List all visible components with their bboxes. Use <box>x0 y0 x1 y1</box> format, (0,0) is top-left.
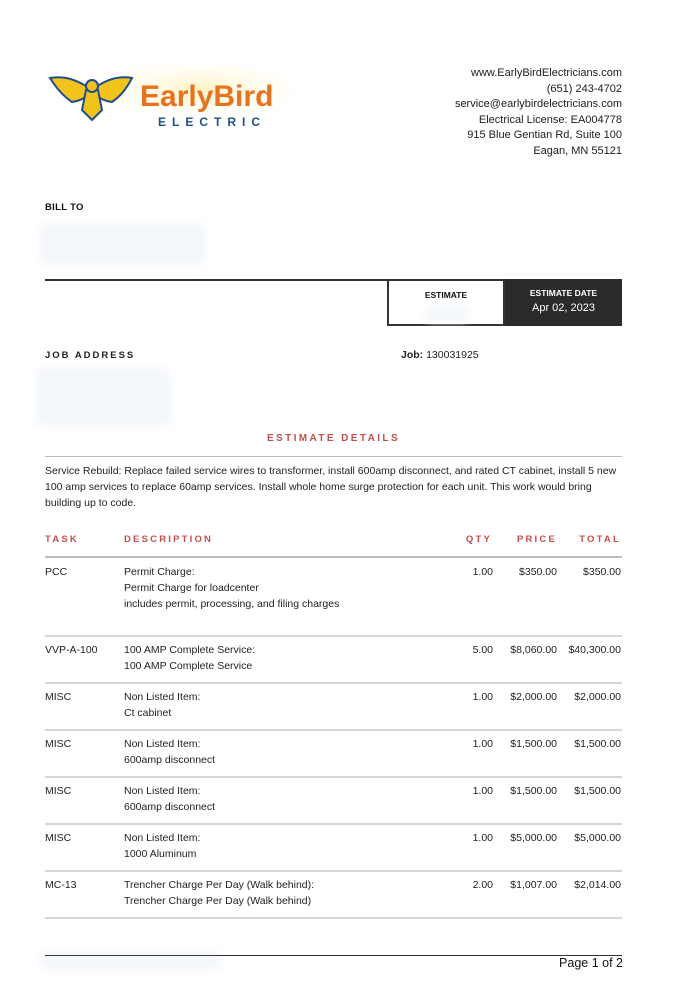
row-divider <box>45 635 622 637</box>
row-description <box>124 830 444 862</box>
row-description-line: 100 AMP Complete Service <box>124 660 253 672</box>
row-total: $40,300.00 <box>568 644 621 656</box>
row-qty: 1.00 <box>472 566 493 578</box>
row-price: $1,500.00 <box>510 738 557 750</box>
row-qty: 1.00 <box>472 785 493 797</box>
row-description <box>124 736 444 768</box>
company-email[interactable]: service@earlybirdelectricians.com <box>454 98 622 111</box>
row-divider <box>45 823 622 825</box>
row-price: $2,000.00 <box>510 691 557 703</box>
row-price: $1,007.00 <box>510 879 557 891</box>
row-qty: 2.00 <box>472 879 493 891</box>
company-license: Electrical License: EA004778 <box>478 113 622 126</box>
column-header-total: TOTAL <box>579 534 621 545</box>
company-address-line2: Eagan, MN 55121 <box>533 144 622 157</box>
estimate-number-redacted <box>425 306 469 322</box>
row-description-line: Ct cabinet <box>124 707 172 719</box>
row-qty: 1.00 <box>472 738 493 750</box>
estimate-date-box <box>505 279 622 326</box>
row-total: $2,000.00 <box>574 691 621 703</box>
row-description-line: 100 AMP Complete Service: <box>124 644 256 656</box>
bill-to-redacted <box>40 224 205 264</box>
estimate-details-title: ESTIMATE DETAILS <box>266 433 401 444</box>
row-price: $5,000.00 <box>510 832 557 844</box>
table-row <box>45 877 622 917</box>
row-task: MISC <box>45 785 72 797</box>
company-info <box>455 66 622 160</box>
estimate-summary: Service Rebuild: Replace failed service wires to transformer, install 600amp disconnect, and rated CT cabinet, install 5 new 100 amp services to replace 60amp services. Install whole home surge protection for each unit. This work would bring building up to code. <box>45 465 617 509</box>
estimate-box <box>387 279 505 326</box>
row-description-line: 1000 Aluminum <box>124 848 197 860</box>
job-label: Job: <box>401 349 424 361</box>
footer-divider <box>45 955 622 956</box>
row-description-line: Non Listed Item: <box>124 691 201 703</box>
row-price: $8,060.00 <box>510 644 557 656</box>
row-description <box>124 689 444 721</box>
row-divider <box>45 729 622 731</box>
estimate-date-value: Apr 02, 2023 <box>532 302 595 314</box>
row-task: MISC <box>45 738 72 750</box>
table-row <box>45 564 622 624</box>
row-description-line: Trencher Charge Per Day (Walk behind): <box>124 879 315 891</box>
row-description-line: Non Listed Item: <box>124 785 201 797</box>
row-task: VVP-A-100 <box>45 644 98 656</box>
table-row <box>45 830 622 870</box>
table-row <box>45 689 622 729</box>
job-number-value: 130031925 <box>426 349 479 361</box>
column-header-description: DESCRIPTION <box>124 534 214 545</box>
row-qty: 5.00 <box>472 644 493 656</box>
row-total: $2,014.00 <box>574 879 621 891</box>
row-total: $1,500.00 <box>574 738 621 750</box>
row-description-line: Non Listed Item: <box>124 832 201 844</box>
row-description <box>124 642 444 674</box>
row-divider <box>45 917 622 919</box>
table-row <box>45 783 622 823</box>
row-total: $350.00 <box>583 566 621 578</box>
row-description-line: Non Listed Item: <box>124 738 201 750</box>
row-qty: 1.00 <box>472 832 493 844</box>
page-number: Page 1 of 2 <box>559 956 623 970</box>
row-task: MISC <box>45 691 72 703</box>
company-logo <box>48 60 293 132</box>
row-task: PCC <box>45 566 68 578</box>
row-description-line: 600amp disconnect <box>124 801 216 813</box>
row-task: MISC <box>45 832 72 844</box>
job-number <box>401 349 479 361</box>
column-header-task: TASK <box>45 534 79 545</box>
row-divider <box>45 682 622 684</box>
row-description-line: 600amp disconnect <box>124 754 216 766</box>
row-price: $350.00 <box>519 566 557 578</box>
estimate-date-label: ESTIMATE DATE <box>529 288 598 298</box>
company-phone[interactable]: (651) 243-4702 <box>546 82 622 95</box>
row-description-line: Permit Charge for loadcenter <box>124 582 259 594</box>
row-description-line: includes permit, processing, and filing charges <box>124 598 340 610</box>
row-description-line: Trencher Charge Per Day (Walk behind) <box>124 895 312 907</box>
table-row <box>45 642 622 682</box>
row-description <box>124 783 444 815</box>
row-total: $1,500.00 <box>574 785 621 797</box>
job-address-redacted <box>36 368 171 426</box>
row-description <box>124 564 444 612</box>
row-description <box>124 877 444 909</box>
row-divider <box>45 870 622 872</box>
company-website[interactable]: www.EarlyBirdElectricians.com <box>471 67 622 79</box>
table-header-divider <box>45 556 622 558</box>
row-total: $5,000.00 <box>574 832 621 844</box>
row-qty: 1.00 <box>472 691 493 703</box>
bill-to-label: BILL TO <box>45 202 84 213</box>
row-divider <box>45 776 622 778</box>
details-divider <box>45 456 622 457</box>
job-address-label: JOB ADDRESS <box>45 350 136 361</box>
row-task: MC-13 <box>45 879 77 891</box>
company-address-line1: 915 Blue Gentian Rd, Suite 100 <box>467 129 622 142</box>
header-divider <box>45 279 389 281</box>
estimate-label: ESTIMATE <box>424 290 468 300</box>
logo-word-2: ELECTRIC <box>158 115 266 129</box>
row-description-line: Permit Charge: <box>124 566 195 578</box>
row-price: $1,500.00 <box>510 785 557 797</box>
column-header-price: PRICE <box>516 534 557 545</box>
logo-word-1: EarlyBird <box>140 80 274 113</box>
table-row <box>45 736 622 776</box>
column-header-qty: QTY <box>465 534 492 545</box>
